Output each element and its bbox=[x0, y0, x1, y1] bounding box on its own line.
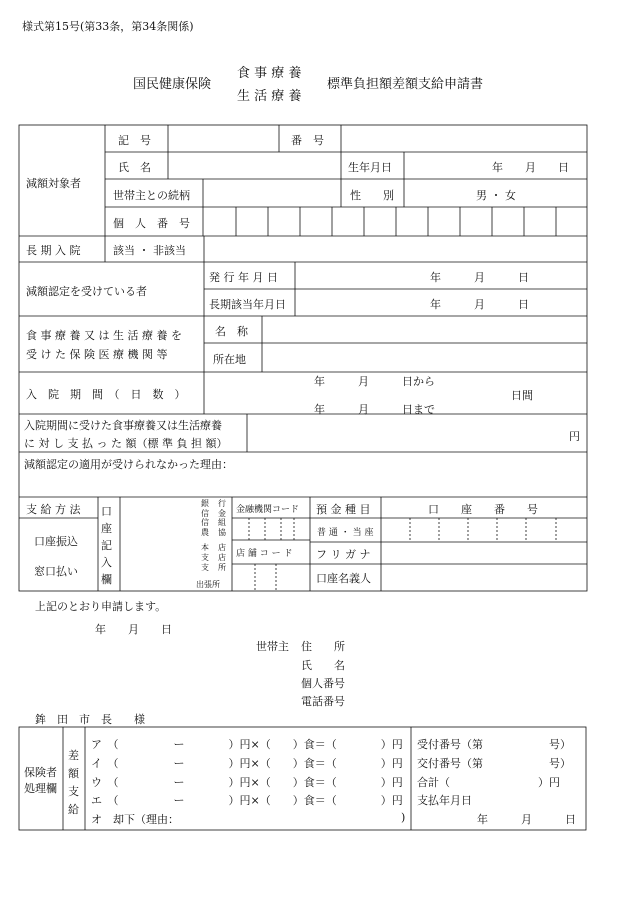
holder-field[interactable] bbox=[382, 565, 586, 590]
bank-name-field[interactable] bbox=[121, 498, 201, 590]
personal-no-field[interactable] bbox=[204, 208, 586, 235]
calc-row-a: ア （ ー ）円×（ ）食＝（ ）円 bbox=[91, 738, 403, 751]
holder-label: 口座名義人 bbox=[316, 572, 371, 585]
account-col-1: 口 bbox=[101, 505, 112, 518]
hospital-addr-label: 所在地 bbox=[213, 353, 246, 366]
hospital-label-2: 受 け た 保 険 医 療 機 関 等 bbox=[26, 348, 168, 361]
issue-date-value[interactable]: 年 月 日 bbox=[430, 271, 529, 284]
head-address-label: 住 所 bbox=[301, 640, 345, 653]
head-personal-no-label: 個人番号 bbox=[301, 677, 345, 690]
branch-type-4: 出張所 bbox=[196, 580, 220, 589]
page-title: 標準負担額差額支給申請書 bbox=[327, 77, 484, 92]
account-no-label: 口 座 番 号 bbox=[428, 503, 538, 516]
relation-field[interactable] bbox=[204, 180, 340, 206]
transfer-option[interactable]: 口座振込 bbox=[34, 535, 78, 548]
certified-label: 減額認定を受けている者 bbox=[26, 285, 147, 298]
calc-row-o: オ 却下（理由： bbox=[91, 813, 179, 826]
number-field[interactable] bbox=[342, 126, 586, 151]
birth-label: 生年月日 bbox=[348, 161, 392, 174]
issue-no: 交付番号（第 号） bbox=[417, 757, 571, 770]
target-label: 減額対象者 bbox=[26, 177, 81, 190]
form-number: 様式第15号(第33条，第34条関係) bbox=[22, 20, 194, 33]
title-mid-bottom: 生 活 療 養 bbox=[237, 89, 302, 104]
long-stay-options[interactable]: 該当 ・ 非該当 bbox=[113, 244, 186, 257]
long-date-value[interactable]: 年 月 日 bbox=[430, 298, 529, 311]
issue-date-label: 発 行 年 月 日 bbox=[209, 271, 278, 284]
total: 合計（ ）円 bbox=[417, 776, 560, 789]
symbol-label: 記 号 bbox=[118, 134, 151, 147]
period-to[interactable]: 年 月 日まで bbox=[314, 403, 435, 416]
number-label: 番 号 bbox=[291, 134, 324, 147]
furigana-field[interactable] bbox=[382, 543, 586, 563]
head-label: 世帯主 bbox=[256, 640, 289, 653]
receipt-no: 受付番号（第 号） bbox=[417, 738, 571, 751]
branch-types: 本 支 支 bbox=[201, 543, 209, 572]
pay-date-value: 年 月 日 bbox=[477, 813, 576, 826]
calc-row-i: イ （ ー ）円×（ ）食＝（ ）円 bbox=[91, 757, 403, 770]
deposit-type-label: 預 金 種 目 bbox=[316, 503, 371, 516]
symbol-field[interactable] bbox=[169, 126, 278, 151]
declaration-date[interactable]: 年 月 日 bbox=[95, 623, 172, 636]
name-field[interactable] bbox=[169, 153, 340, 178]
calc-row-o-close: ) bbox=[401, 811, 406, 824]
long-stay-label: 長 期 入 院 bbox=[26, 244, 81, 257]
hospital-name-label: 名 称 bbox=[215, 325, 248, 338]
period-days[interactable]: 日間 bbox=[511, 389, 533, 402]
reason-field[interactable] bbox=[20, 472, 586, 496]
inst-code-label: 金融機関コード bbox=[236, 505, 300, 515]
bank-types-2: 行 金 組 協 bbox=[218, 499, 226, 537]
account-col-2: 座 bbox=[101, 522, 112, 535]
furigana-label: フ リ ガ ナ bbox=[316, 548, 371, 561]
addressee: 鉾 田 市 長 様 bbox=[35, 713, 145, 726]
declaration-text: 上記のとおり申請します。 bbox=[35, 600, 167, 613]
title-left: 国民健康保険 bbox=[133, 77, 212, 92]
paid-label-1: 入院期間に受けた食事療養又は生活療養 bbox=[24, 419, 222, 432]
relation-label: 世帯主との続柄 bbox=[113, 189, 190, 202]
calc-row-e: エ （ ー ）円×（ ）食＝（ ）円 bbox=[91, 794, 403, 807]
paid-label-2: に 対 し 支 払 っ た 額（標 準 負 担 額） bbox=[24, 437, 228, 450]
birth-ymd: 年 月 日 bbox=[492, 161, 569, 174]
title-mid-top: 食 事 療 養 bbox=[237, 66, 302, 81]
pay-method-label: 支 給 方 法 bbox=[26, 503, 81, 516]
store-code-label: 店 舗 コ ー ド bbox=[236, 549, 293, 559]
sex-options[interactable]: 男 ・ 女 bbox=[476, 189, 516, 202]
deposit-type-options[interactable]: 普 通 ・ 当 座 bbox=[317, 528, 374, 538]
window-option[interactable]: 窓口払い bbox=[34, 565, 78, 578]
office-label-1: 保険者 bbox=[24, 766, 57, 779]
diff-col: 差 額 支 給 bbox=[68, 749, 79, 816]
personal-no-label: 個 人 番 号 bbox=[113, 217, 190, 230]
sex-label: 性 別 bbox=[350, 189, 394, 202]
calc-row-u: ウ （ ー ）円×（ ）食＝（ ）円 bbox=[91, 776, 403, 789]
account-col-3: 記 bbox=[101, 539, 112, 552]
bank-types: 銀 信 信 農 bbox=[201, 499, 209, 537]
long-date-label: 長期該当年月日 bbox=[209, 298, 286, 311]
office-label-2: 処理欄 bbox=[24, 782, 57, 795]
paid-amount-field[interactable] bbox=[248, 415, 566, 451]
pay-date-label: 支払年月日 bbox=[417, 794, 472, 807]
period-from[interactable]: 年 月 日から bbox=[314, 375, 435, 388]
hospital-addr-field[interactable] bbox=[263, 344, 586, 371]
account-col-4: 入 bbox=[101, 556, 112, 569]
name-label: 氏 名 bbox=[118, 161, 151, 174]
long-stay-field[interactable] bbox=[205, 237, 586, 261]
period-label: 入 院 期 間 （ 日 数 ） bbox=[26, 388, 186, 401]
branch-types-2: 店 店 所 bbox=[218, 543, 226, 572]
hospital-label-1: 食 事 療 養 又 は 生 活 療 養 を bbox=[26, 329, 182, 342]
head-phone-label: 電話番号 bbox=[301, 695, 345, 708]
reason-label: 減額認定の適用が受けられなかった理由： bbox=[24, 458, 233, 471]
account-col-5: 欄 bbox=[101, 573, 112, 586]
hospital-name-field[interactable] bbox=[263, 317, 586, 342]
head-name-label: 氏 名 bbox=[301, 659, 345, 672]
paid-yen: 円 bbox=[569, 430, 580, 443]
